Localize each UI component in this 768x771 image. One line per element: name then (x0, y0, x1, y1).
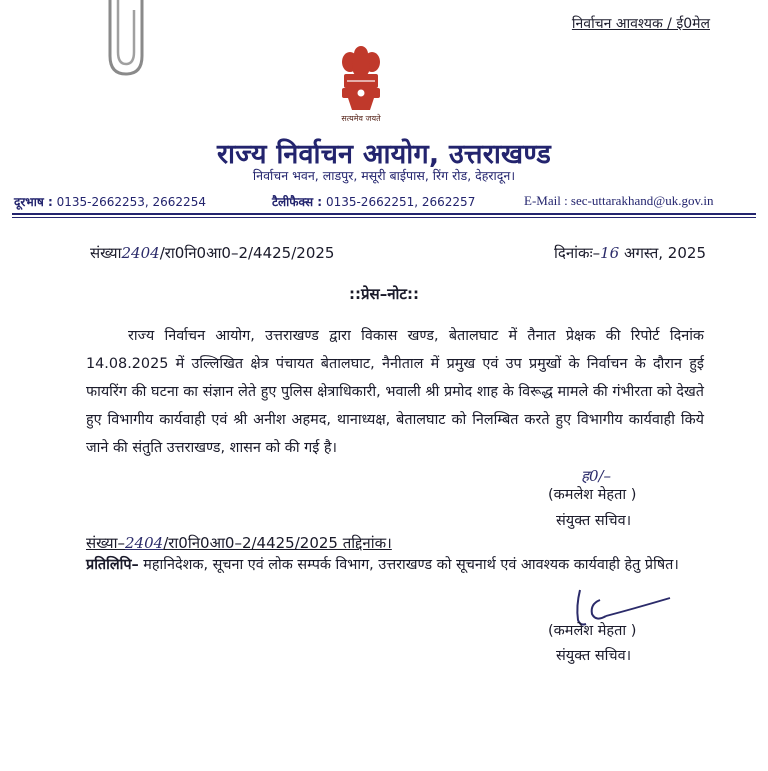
signatory-designation-2: संयुक्त सचिव। (556, 648, 632, 664)
date-month-year: अगस्त, 2025 (623, 244, 706, 262)
emblem-motto: सत्यमेव जयते (341, 114, 381, 123)
fax-number: 0135-2662251, 2662257 (325, 195, 476, 209)
fax-label: टैलीफैक्स : (272, 195, 323, 209)
date-day: 16 (600, 244, 620, 262)
copy-reference-handwritten-number: 2404 (125, 534, 164, 552)
email-line: E-Mail : sec-uttarakhand@uk.gov.in (524, 193, 714, 208)
header-divider (12, 213, 756, 215)
phone-line (14, 193, 206, 210)
corner-tag: निर्वाचन आवश्यक / ई0मेल (571, 16, 710, 32)
phone-label: दूरभाष : (14, 195, 53, 209)
date-label: दिनांकः– (553, 244, 601, 262)
signatory-designation: संयुक्त सचिव। (556, 513, 632, 529)
organization-name: राज्य निर्वाचन आयोग, उत्तराखण्ड (216, 139, 551, 170)
copy-reference-number (86, 533, 392, 553)
fax-line (272, 193, 475, 210)
paper-clip-icon (104, 0, 150, 80)
signatory-name-2: (कमलेश मेहता ) (548, 623, 637, 639)
national-emblem-icon (338, 44, 384, 114)
signatory-name: (कमलेश मेहता ) (548, 487, 637, 503)
press-note-body: राज्य निर्वाचन आयोग, उत्तराखण्ड द्वारा विकास खण्ड, बेतालघाट में तैनात प्रेक्षक की रिपोर्ट दिनांक 14.08.2025 में उल्लिखित क्षेत्र पंचायत बेतालघाट, नैनीताल में प्रमुख एवं उप प्रमुखों के निर्वाचन के दौरान हुई फायरिंग की घटना का संज्ञान लेते हुए पुलिस क्षेत्राधिकारी, भवाली श्री प्रमोद शाह के विरूद्ध मामले की गंभीरता को देखते हुए विभागीय कार्यवाही एवं श्री अनीश अहमद, थानाध्यक्ष, बेतालघाट को निलम्बित करते हुए विभागीय कार्यवाही किये जाने की संतुति उत्तराखण्ड, शासन को की गई है। (86, 328, 704, 456)
copy-reference-suffix: /रा0नि0आ0–2/4425/2025 तद्दिनांक। (163, 534, 392, 552)
reference-number (90, 243, 334, 263)
copy-to-paragraph (86, 553, 704, 577)
press-note-title: ::प्रेस–नोट:: (349, 285, 419, 303)
copy-to-label: प्रतिलिपि– (86, 557, 139, 573)
phone-number: 0135-2662253, 2662254 (56, 195, 206, 209)
organization-address: निर्वाचन भवन, लाडपुर, मसूरी बाईपास, रिंग रोड, देहरादून। (252, 168, 516, 183)
header-divider-thin (12, 217, 756, 218)
reference-prefix: संख्या (90, 244, 122, 262)
letter-date (554, 243, 706, 263)
reference-suffix: /रा0नि0आ0–2/4425/2025 (159, 244, 335, 262)
signed-mark: ह0/– (581, 467, 612, 485)
reference-handwritten-number: 2404 (121, 244, 160, 262)
copy-to-text: महानिदेशक, सूचना एवं लोक सम्पर्क विभाग, उत्तराखण्ड को सूचनार्थ एवं आवश्यक कार्यवाही हेतु प्रेषित। (138, 557, 679, 573)
copy-reference-prefix: संख्या– (86, 534, 126, 552)
